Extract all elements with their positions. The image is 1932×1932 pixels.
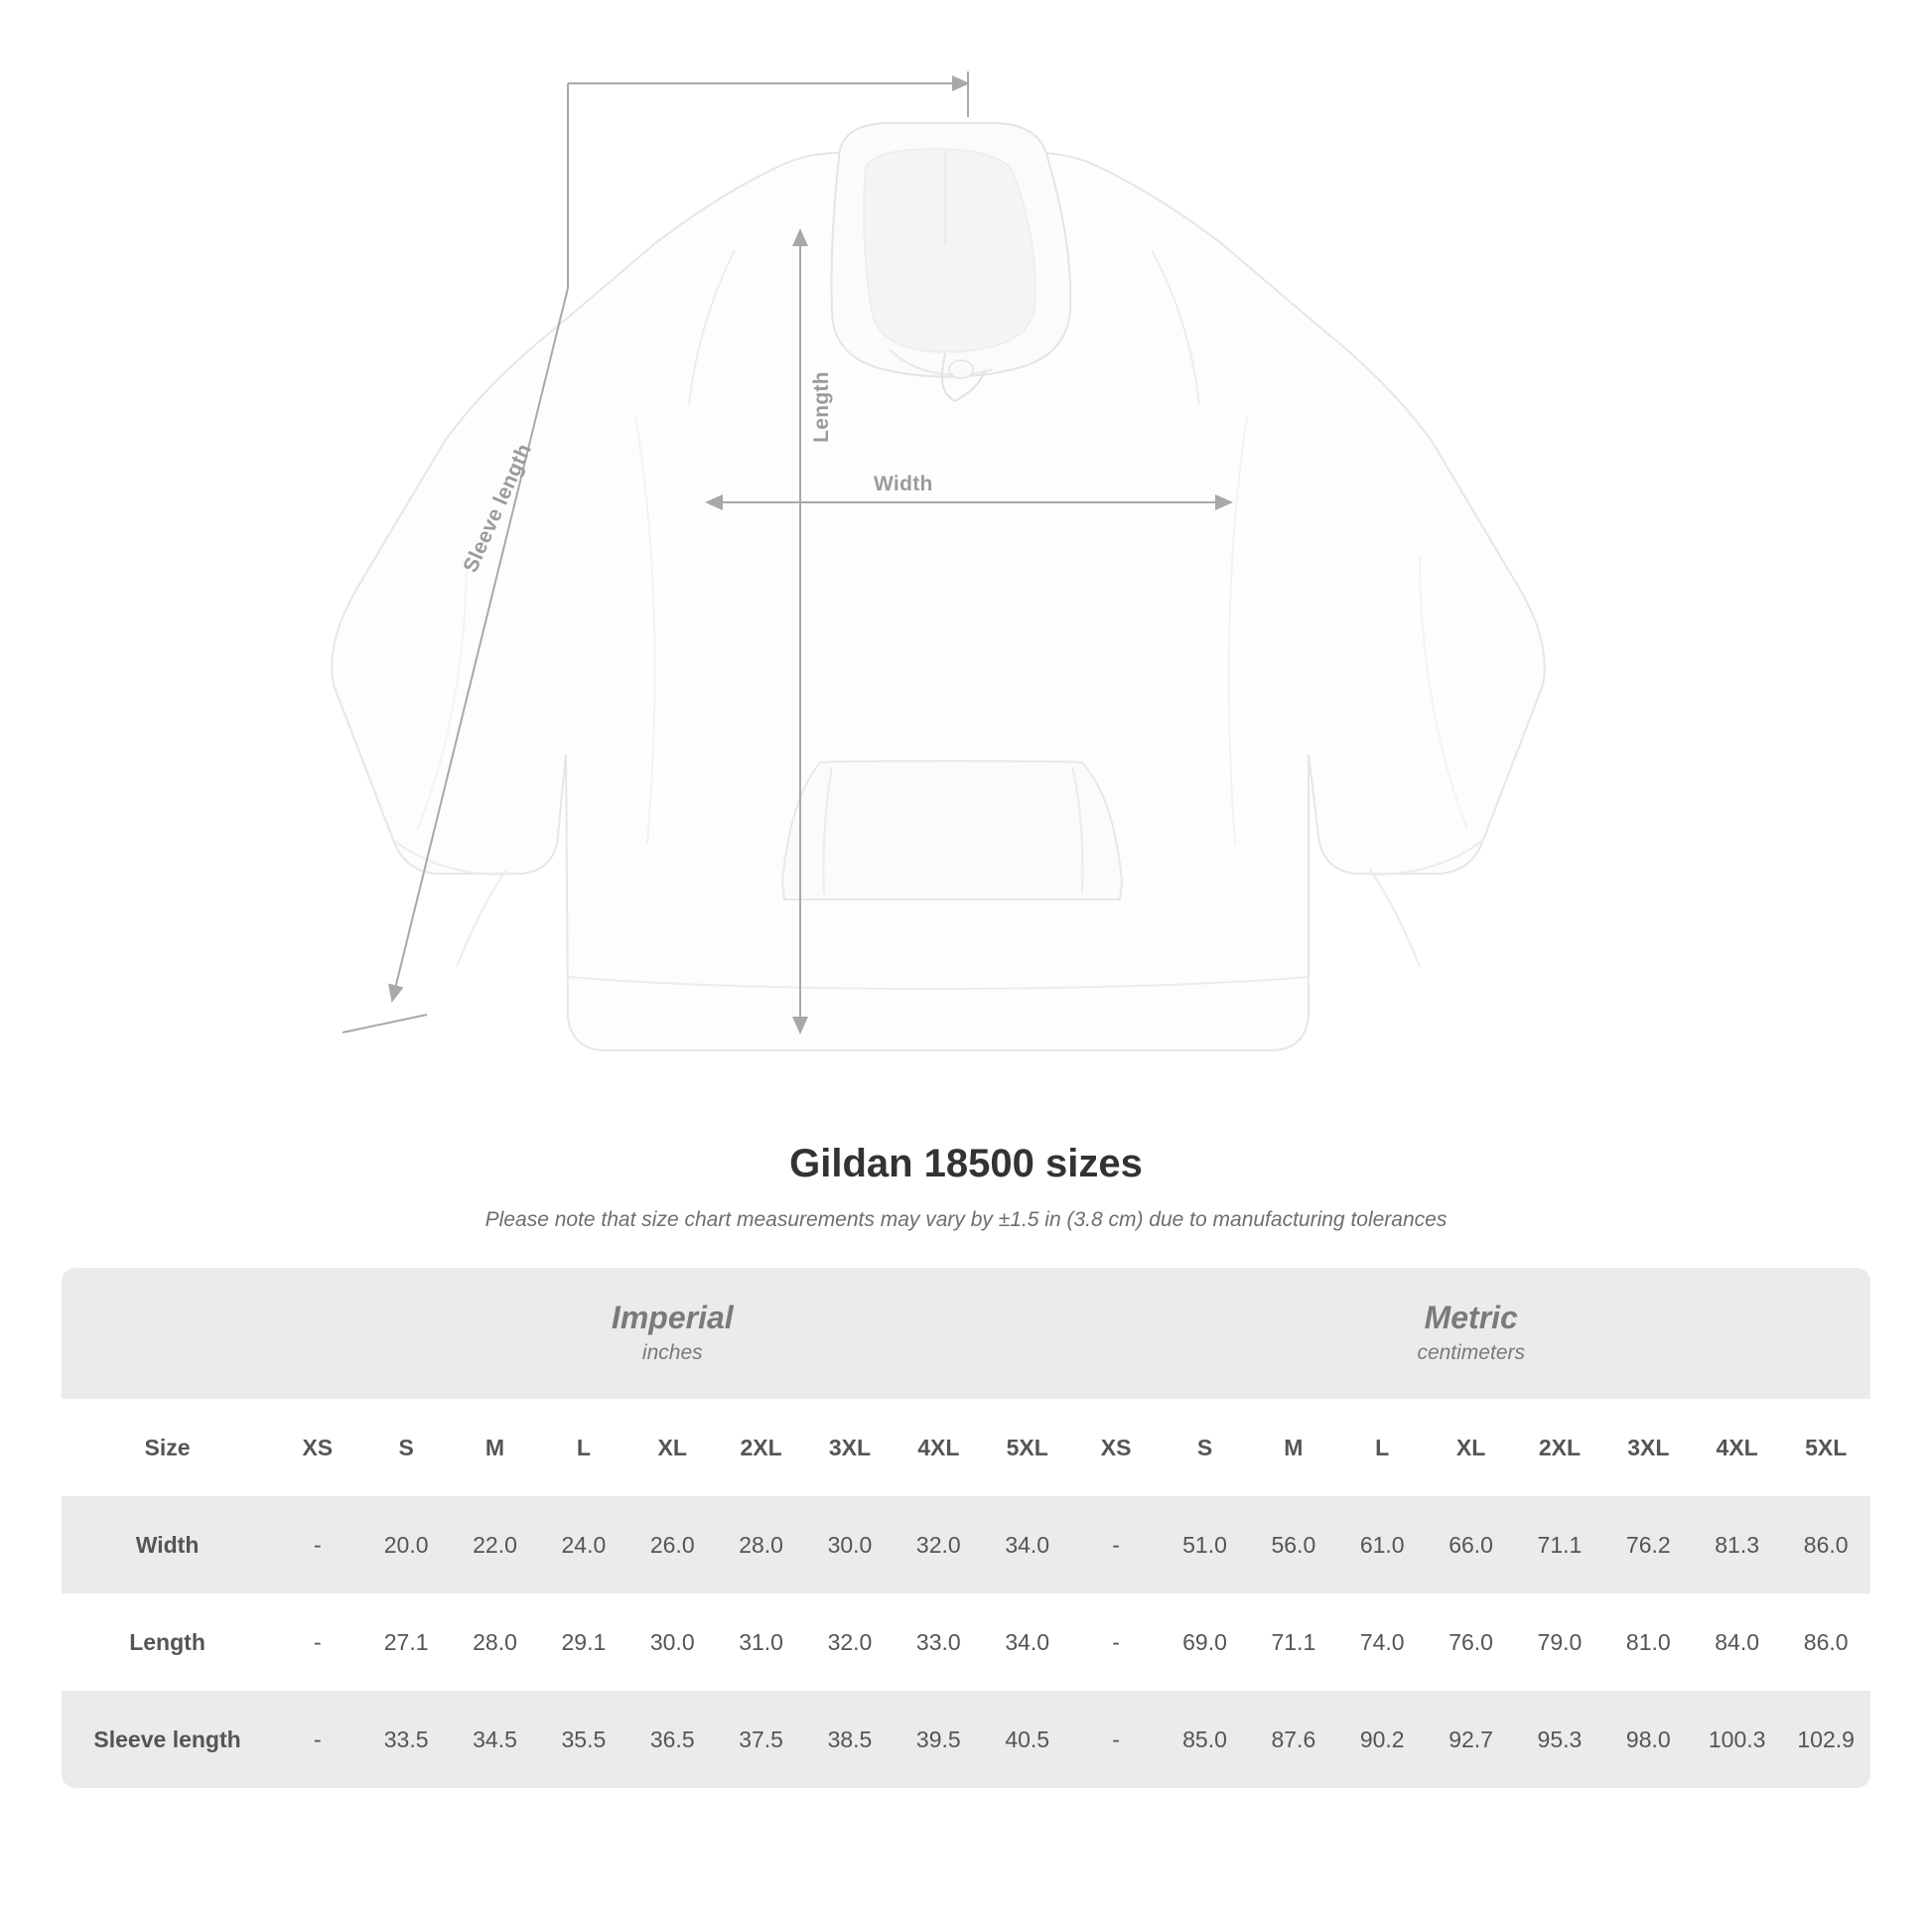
size-header-cell: L bbox=[539, 1399, 627, 1496]
size-header-cell: 2XL bbox=[717, 1399, 805, 1496]
unit-imperial-sub: inches bbox=[641, 1341, 703, 1365]
table-cell: 22.0 bbox=[451, 1496, 539, 1593]
table-cell: 102.9 bbox=[1781, 1691, 1870, 1788]
size-header-cell: S bbox=[1161, 1399, 1249, 1496]
size-header-cell: 5XL bbox=[983, 1399, 1071, 1496]
table-cell: 81.3 bbox=[1693, 1496, 1781, 1593]
table-cell: 74.0 bbox=[1338, 1593, 1427, 1691]
table-cell: 40.5 bbox=[983, 1691, 1071, 1788]
table-cell: 61.0 bbox=[1338, 1496, 1427, 1593]
table-row bbox=[62, 1691, 1870, 1788]
table-cell: 84.0 bbox=[1693, 1593, 1781, 1691]
unit-imperial bbox=[273, 1268, 1071, 1399]
tolerance-note: Please note that size chart measurements may vary by ±1.5 in (3.8 cm) due to manufacturing tolerances bbox=[484, 1208, 1448, 1231]
size-header-cell: XL bbox=[1427, 1399, 1515, 1496]
size-header-cell: 4XL bbox=[1693, 1399, 1781, 1496]
table-cell: 56.0 bbox=[1249, 1496, 1337, 1593]
table-cell: - bbox=[1071, 1496, 1160, 1593]
table-cell: 69.0 bbox=[1161, 1593, 1249, 1691]
size-table bbox=[62, 1268, 1870, 1788]
table-cell: 95.3 bbox=[1515, 1691, 1603, 1788]
table-cell: 20.0 bbox=[361, 1496, 450, 1593]
size-header-cell: M bbox=[451, 1399, 539, 1496]
unit-header-row bbox=[62, 1268, 1870, 1399]
table-cell: 37.5 bbox=[717, 1691, 805, 1788]
table-cell: 86.0 bbox=[1781, 1593, 1870, 1691]
table-cell: 36.5 bbox=[628, 1691, 717, 1788]
size-header-row bbox=[62, 1399, 1870, 1496]
table-cell: 29.1 bbox=[539, 1593, 627, 1691]
hoodie-shape bbox=[332, 123, 1544, 1050]
table-cell: 98.0 bbox=[1604, 1691, 1693, 1788]
title-block bbox=[0, 1142, 1932, 1232]
size-table-wrapper bbox=[62, 1268, 1870, 1788]
table-cell: 76.2 bbox=[1604, 1496, 1693, 1593]
table-cell: 66.0 bbox=[1427, 1496, 1515, 1593]
table-cell: 76.0 bbox=[1427, 1593, 1515, 1691]
table-cell: - bbox=[273, 1593, 361, 1691]
unit-metric bbox=[1071, 1268, 1870, 1399]
table-cell: - bbox=[273, 1691, 361, 1788]
table-cell: 71.1 bbox=[1249, 1593, 1337, 1691]
table-cell: 24.0 bbox=[539, 1496, 627, 1593]
unit-metric-sub: centimeters bbox=[1417, 1341, 1525, 1365]
table-cell: 28.0 bbox=[717, 1496, 805, 1593]
unit-spacer bbox=[62, 1268, 273, 1399]
size-header-cell: 3XL bbox=[1604, 1399, 1693, 1496]
width-label: Width bbox=[874, 473, 933, 495]
table-cell: 92.7 bbox=[1427, 1691, 1515, 1788]
sleeve-length-label: Sleeve length bbox=[459, 440, 537, 577]
size-header-label: Size bbox=[62, 1399, 273, 1496]
table-cell: 26.0 bbox=[628, 1496, 717, 1593]
unit-metric-name: Metric bbox=[1424, 1300, 1518, 1336]
table-cell: 34.0 bbox=[983, 1593, 1071, 1691]
size-header-cell: XL bbox=[628, 1399, 717, 1496]
table-cell: 79.0 bbox=[1515, 1593, 1603, 1691]
table-cell: 81.0 bbox=[1604, 1593, 1693, 1691]
table-cell: 38.5 bbox=[805, 1691, 894, 1788]
size-header-cell: XS bbox=[273, 1399, 361, 1496]
table-cell: 34.0 bbox=[983, 1496, 1071, 1593]
row-label: Length bbox=[62, 1593, 273, 1691]
table-cell: 28.0 bbox=[451, 1593, 539, 1691]
unit-imperial-name: Imperial bbox=[611, 1300, 734, 1336]
row-label: Width bbox=[62, 1496, 273, 1593]
table-cell: 27.1 bbox=[361, 1593, 450, 1691]
table-row bbox=[62, 1496, 1870, 1593]
length-label: Length bbox=[809, 371, 833, 443]
size-header-cell: 3XL bbox=[805, 1399, 894, 1496]
size-header-cell: 5XL bbox=[1781, 1399, 1870, 1496]
table-cell: 30.0 bbox=[805, 1496, 894, 1593]
table-cell: 86.0 bbox=[1781, 1496, 1870, 1593]
page-title: Gildan 18500 sizes bbox=[789, 1142, 1143, 1185]
size-header-cell: 4XL bbox=[895, 1399, 983, 1496]
size-header-cell: M bbox=[1249, 1399, 1337, 1496]
size-header-cell: L bbox=[1338, 1399, 1427, 1496]
size-header-cell: 2XL bbox=[1515, 1399, 1603, 1496]
table-cell: 32.0 bbox=[895, 1496, 983, 1593]
table-cell: 71.1 bbox=[1515, 1496, 1603, 1593]
size-header-cell: XS bbox=[1071, 1399, 1160, 1496]
table-cell: 90.2 bbox=[1338, 1691, 1427, 1788]
table-cell: 32.0 bbox=[805, 1593, 894, 1691]
table-cell: 34.5 bbox=[451, 1691, 539, 1788]
table-cell: 33.0 bbox=[895, 1593, 983, 1691]
table-cell: 85.0 bbox=[1161, 1691, 1249, 1788]
table-cell: 30.0 bbox=[628, 1593, 717, 1691]
row-label: Sleeve length bbox=[62, 1691, 273, 1788]
table-cell: 51.0 bbox=[1161, 1496, 1249, 1593]
table-cell: - bbox=[273, 1496, 361, 1593]
table-cell: 100.3 bbox=[1693, 1691, 1781, 1788]
table-cell: 33.5 bbox=[361, 1691, 450, 1788]
table-cell: 39.5 bbox=[895, 1691, 983, 1788]
size-header-cell: S bbox=[361, 1399, 450, 1496]
table-cell: - bbox=[1071, 1691, 1160, 1788]
table-cell: 87.6 bbox=[1249, 1691, 1337, 1788]
table-cell: 31.0 bbox=[717, 1593, 805, 1691]
table-cell: 35.5 bbox=[539, 1691, 627, 1788]
table-cell: - bbox=[1071, 1593, 1160, 1691]
table-row bbox=[62, 1593, 1870, 1691]
